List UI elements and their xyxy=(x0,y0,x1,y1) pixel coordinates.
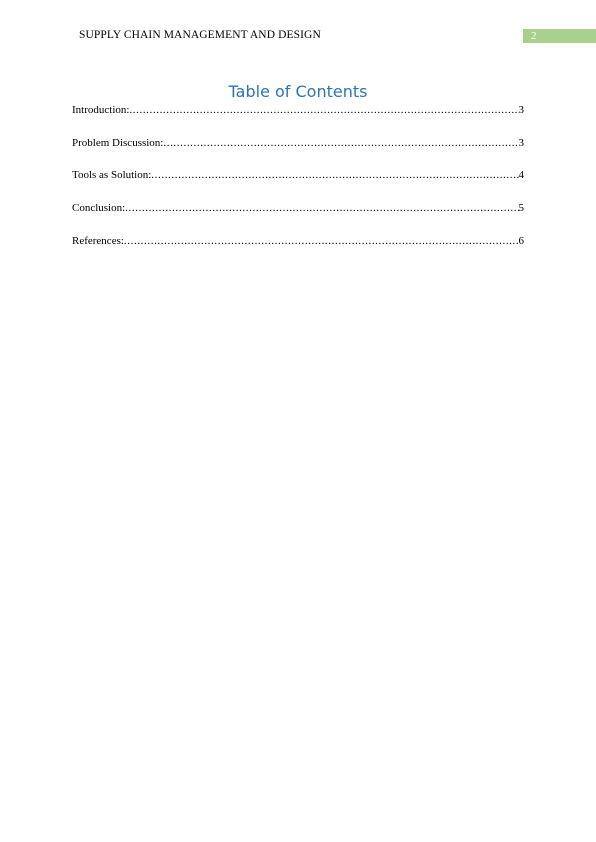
table-of-contents xyxy=(72,104,524,267)
toc-dot-leader xyxy=(163,137,518,149)
toc-entry-label: References: xyxy=(72,234,124,247)
running-header-title: SUPPLY CHAIN MANAGEMENT AND DESIGN xyxy=(79,29,321,41)
toc-entry-label: Introduction: xyxy=(72,104,130,116)
toc-entry-page: 3 xyxy=(518,136,524,149)
toc-entry-problem-discussion[interactable] xyxy=(72,137,524,170)
toc-entry-page: 5 xyxy=(518,202,524,215)
toc-entry-conclusion[interactable] xyxy=(72,202,524,235)
page-number-badge: 2 xyxy=(523,29,596,43)
toc-dot-leader xyxy=(151,169,518,181)
toc-dot-leader xyxy=(125,202,518,214)
toc-entry-introduction[interactable] xyxy=(72,104,524,137)
toc-dot-leader xyxy=(124,235,519,247)
toc-entry-label: Tools as Solution: xyxy=(72,169,152,182)
toc-entry-label: Problem Discussion: xyxy=(72,136,164,149)
toc-heading: Table of Contents xyxy=(228,82,368,101)
toc-entry-page: 3 xyxy=(518,104,524,116)
toc-entry-tools-as-solution[interactable] xyxy=(72,169,524,202)
toc-entry-references[interactable] xyxy=(72,235,524,268)
toc-dot-leader xyxy=(129,104,518,116)
toc-entry-page: 6 xyxy=(518,234,524,247)
toc-entry-page: 4 xyxy=(518,169,524,182)
toc-entry-label: Conclusion: xyxy=(72,202,126,215)
